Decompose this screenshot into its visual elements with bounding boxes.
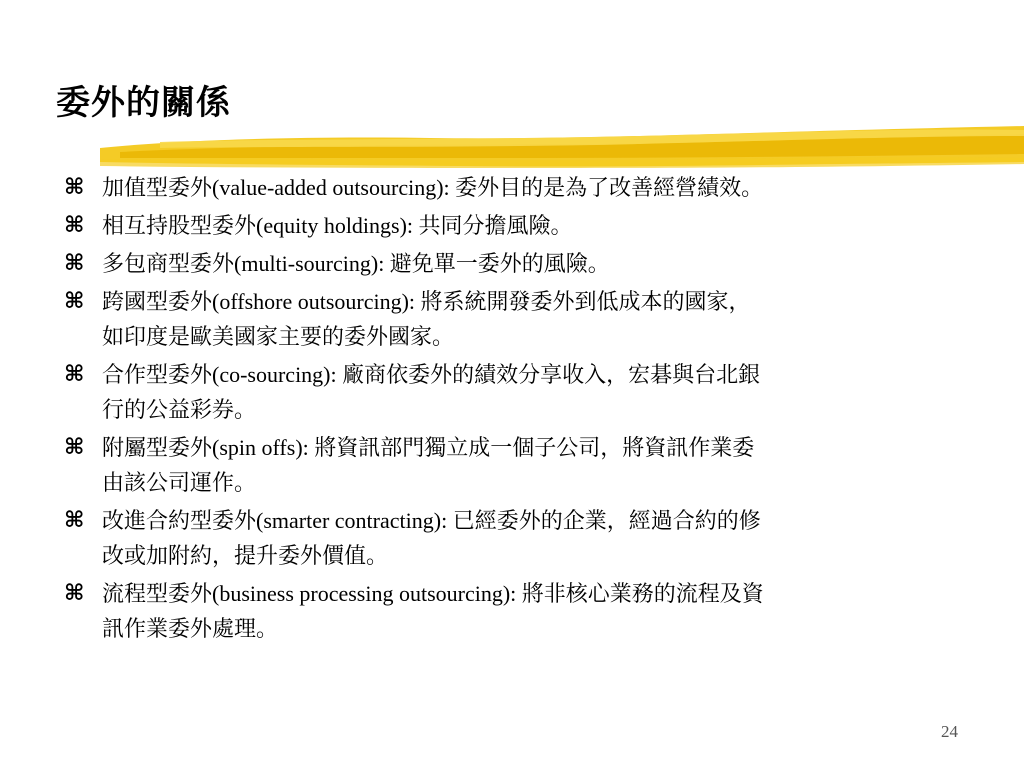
command-key-icon: ⌘ xyxy=(64,508,85,533)
bullet-text-line: 相互持股型委外(equity holdings): 共同分擔風險。 xyxy=(102,213,573,238)
list-item xyxy=(64,284,964,354)
command-key-icon: ⌘ xyxy=(64,362,85,387)
bullet-text-line: 改或加附約，提升委外價值。 xyxy=(102,543,389,568)
slide-title: 委外的關係 xyxy=(56,83,231,123)
list-item xyxy=(64,246,964,281)
bullet-text-line: 附屬型委外(spin offs): 將資訊部門獨立成一個子公司，將資訊作業委 xyxy=(102,435,755,460)
bullet-text-line: 由該公司運作。 xyxy=(102,470,257,495)
list-item xyxy=(64,170,964,205)
list-item xyxy=(64,503,964,573)
command-key-icon: ⌘ xyxy=(64,581,85,606)
bullet-list xyxy=(64,170,964,649)
page-number: 24 xyxy=(941,722,958,741)
command-key-icon: ⌘ xyxy=(64,435,85,460)
command-key-icon: ⌘ xyxy=(64,251,85,276)
list-item xyxy=(64,430,964,500)
list-item xyxy=(64,357,964,427)
bullet-text-line: 跨國型委外(offshore outsourcing): 將系統開發委外到低成本的國家， xyxy=(102,289,751,314)
bullet-text-line: 合作型委外(co-sourcing): 廠商依委外的績效分享收入，宏碁與台北銀 xyxy=(102,362,761,387)
bullet-text-line: 訊作業委外處理。 xyxy=(102,616,279,641)
yellow-brush-stroke xyxy=(100,118,1024,174)
bullet-text-line: 多包商型委外(multi-sourcing): 避免單一委外的風險。 xyxy=(102,251,610,276)
command-key-icon: ⌘ xyxy=(64,175,85,200)
bullet-text-line: 如印度是歐美國家主要的委外國家。 xyxy=(102,324,455,349)
command-key-icon: ⌘ xyxy=(64,289,85,314)
bullet-text-line: 流程型委外(business processing outsourcing): 將非核心業務的流程及資 xyxy=(102,581,764,606)
bullet-text-line: 行的公益彩券。 xyxy=(102,397,257,422)
list-item xyxy=(64,576,964,646)
command-key-icon: ⌘ xyxy=(64,213,85,238)
bullet-text-line: 改進合約型委外(smarter contracting): 已經委外的企業，經過合約的修 xyxy=(102,508,761,533)
bullet-text-line: 加值型委外(value-added outsourcing): 委外目的是為了改善經營績效。 xyxy=(102,175,764,200)
list-item xyxy=(64,208,964,243)
